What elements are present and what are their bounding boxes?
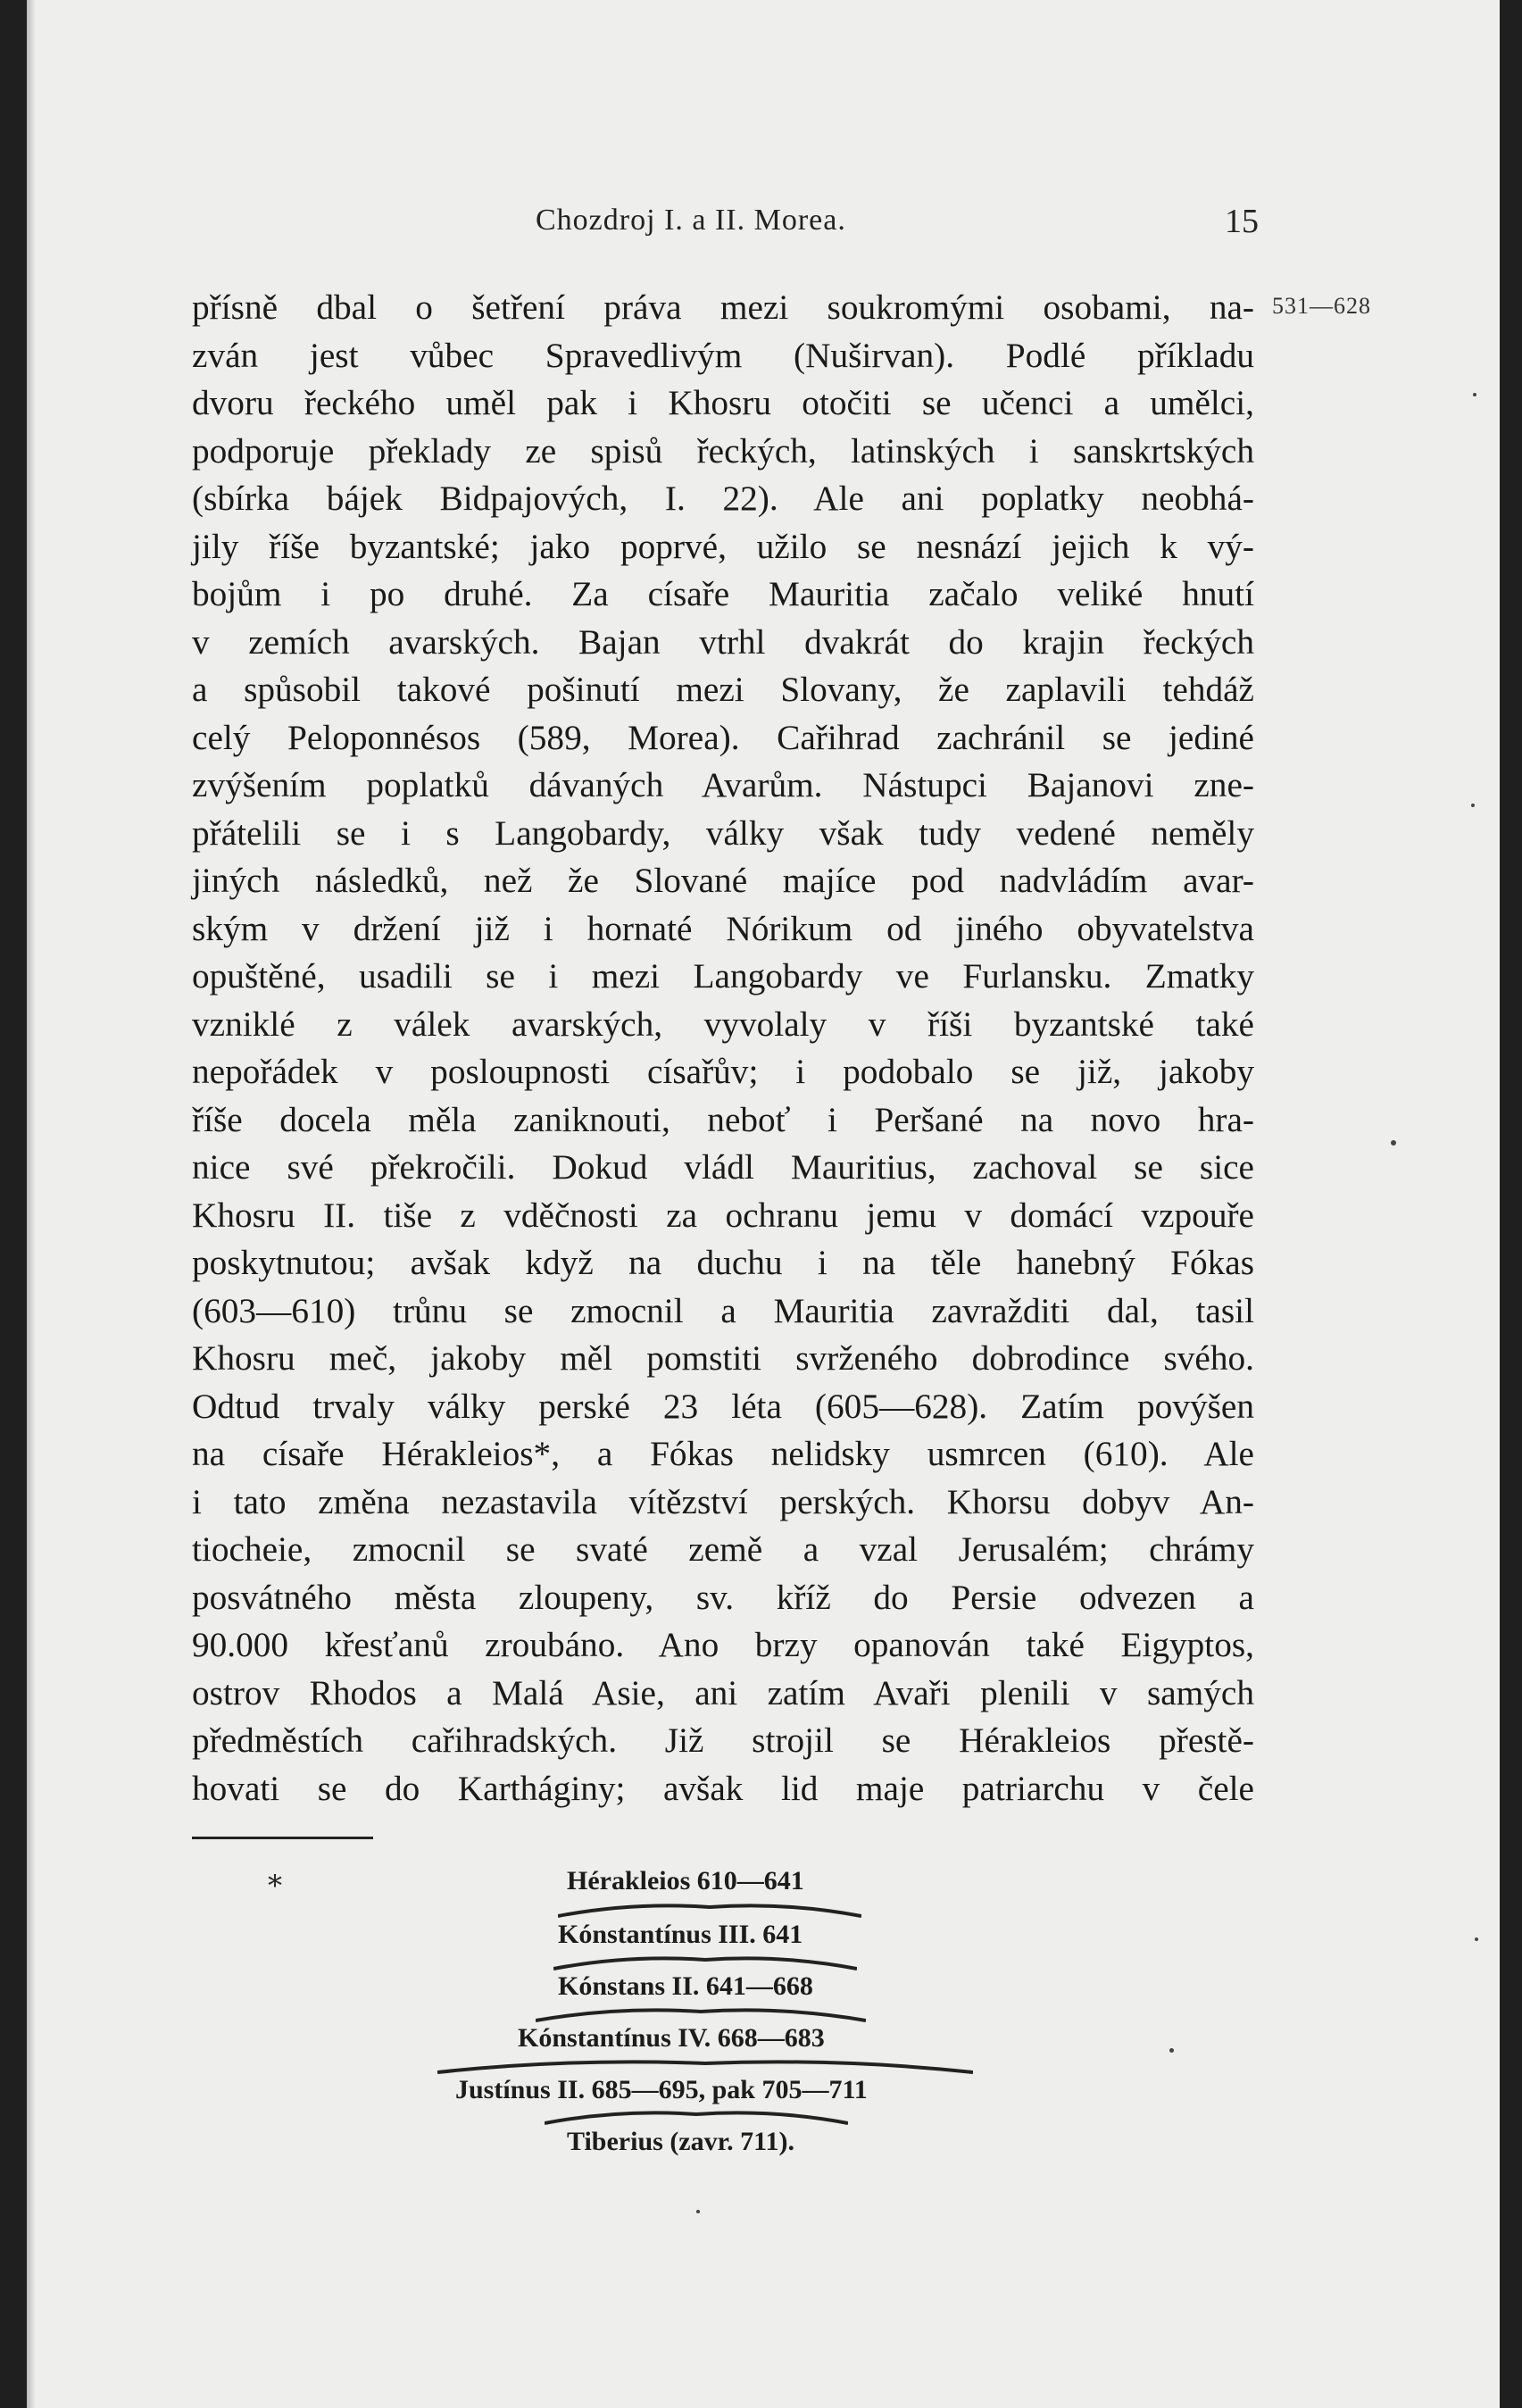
text-line: přátelili se i s Langobardy, války však tudy vedené neměly	[192, 812, 1254, 853]
text-line: ským v držení již i hornaté Nórikum od jiného obyvatelstva	[192, 908, 1254, 948]
speck	[1471, 804, 1475, 807]
speck	[1473, 393, 1476, 396]
text-line: Khosru meč, jakoby měl pomstiti svrženého dobrodince svého.	[192, 1338, 1254, 1378]
text-line: jily říše byzantské; jako poprvé, užilo se nesnází jejich k vý-	[192, 526, 1254, 566]
text-line: celý Peloponnésos (589, Morea). Cařihrad zachránil se jediné	[192, 717, 1254, 757]
text-line: tiocheie, zmocnil se svaté země a vzal Jerusalém; chrámy	[192, 1529, 1254, 1569]
genealogy-brace	[553, 1953, 857, 1972]
text-line: jiných následků, než že Slované majíce pod nadvládím avar-	[192, 861, 1254, 900]
text-line: (sbírka bájek Bidpajových, I. 22). Ale ani poplatky neobhá-	[192, 479, 1254, 518]
running-title: Chozdroj I. a II. Morea.	[536, 204, 846, 237]
speck	[1391, 1140, 1396, 1146]
text-line: nice své překročili. Dokud vládl Mauritius, zachoval se sice	[192, 1147, 1254, 1187]
genealogy-entry: Tiberius (zavr. 711).	[567, 2127, 795, 2156]
page-header	[192, 198, 1259, 252]
text-line: na císaře Hérakleios*, a Fókas nelidsky usmrcen (610). Ale	[192, 1434, 1254, 1473]
text-line: předměstích cařihradských. Již strojil se Hérakleios přestě-	[192, 1721, 1254, 1760]
body-text	[192, 284, 1254, 1812]
text-line: posvátného města zloupeny, sv. kříž do Persie odvezen a	[192, 1577, 1254, 1617]
text-line: vzniklé z válek avarských, vyvolaly v říši byzantské také	[192, 1004, 1254, 1044]
text-line: podporuje překlady ze spisů řeckých, latinských i sanskrtských	[192, 430, 1254, 471]
page-number: 15	[1225, 203, 1259, 240]
text-line: ostrov Rhodos a Malá Asie, ani zatím Avaři plenili v samých	[192, 1672, 1254, 1712]
footnote-separator	[192, 1837, 373, 1839]
genealogy-brace	[545, 2107, 848, 2127]
genealogy-entry: Kónstantínus III. 641	[558, 1920, 803, 1949]
text-line: a spůsobil takové pošinutí mezi Slovany, že zaplavili tehdáž	[192, 670, 1254, 709]
text-line: v zemích avarských. Bajan vtrhl dvakrát do krajin řeckých	[192, 621, 1254, 662]
text-line: bojům i po druhé. Za císaře Mauritia začalo veliké hnutí	[192, 574, 1254, 613]
footnote-marker: *	[268, 1869, 282, 1903]
genealogy-brace	[437, 2056, 973, 2076]
text-line: zvýšením poplatků dávaných Avarům. Nástupci Bajanovi zne-	[192, 765, 1254, 804]
genealogy-brace	[558, 1900, 861, 1920]
speck	[696, 2210, 700, 2213]
text-line: hovati se do Kartháginy; avšak lid maje patriarchu v čele	[192, 1768, 1254, 1808]
genealogy-brace	[536, 2004, 866, 2024]
text-line: Odtud trvaly války perské 23 léta (605—628). Zatím povýšen	[192, 1386, 1254, 1426]
text-line: (603—610) trůnu se zmocnil a Mauritia zavražditi dal, tasil	[192, 1290, 1254, 1330]
text-line: zván jest vůbec Spravedlivým (Nuširvan). Podlé příkladu	[192, 335, 1254, 375]
text-line: i tato změna nezastavila vítězství perských. Khorsu dobyv An-	[192, 1481, 1254, 1521]
text-line: přísně dbal o šetření práva mezi soukromými osobami, na-	[192, 287, 1254, 327]
text-line: nepořádek v posloupnosti císařův; i podobalo se již, jakoby	[192, 1052, 1254, 1091]
text-line: poskytnutou; avšak když na duchu i na těle hanebný Fókas	[192, 1243, 1254, 1282]
speck	[1169, 2048, 1174, 2053]
genealogy-entry: Hérakleios 610—641	[567, 1866, 804, 1896]
text-line: Khosru II. tiše z vděčnosti za ochranu jemu v domácí vzpouře	[192, 1195, 1254, 1235]
speck	[1475, 1937, 1478, 1941]
text-line: dvoru řeckého uměl pak i Khosru otočiti se učenci a umělci,	[192, 383, 1254, 422]
genealogy-entry: Justínus II. 685—695, pak 705—711	[455, 2075, 868, 2104]
genealogy-entry: Kónstans II. 641—668	[558, 1971, 813, 2001]
genealogy-entry: Kónstantínus IV. 668—683	[518, 2023, 825, 2053]
margin-note-dates: 531—628	[1272, 293, 1371, 319]
text-line: říše docela měla zaniknouti, neboť i Peršané na novo hra-	[192, 1099, 1254, 1139]
text-line: opuštěné, usadili se i mezi Langobardy ve Furlansku. Zmatky	[192, 956, 1254, 996]
page-edge-shadow	[27, 0, 36, 2408]
text-line: 90.000 křesťanů zroubáno. Ano brzy opanován také Eigyptos,	[192, 1625, 1254, 1664]
